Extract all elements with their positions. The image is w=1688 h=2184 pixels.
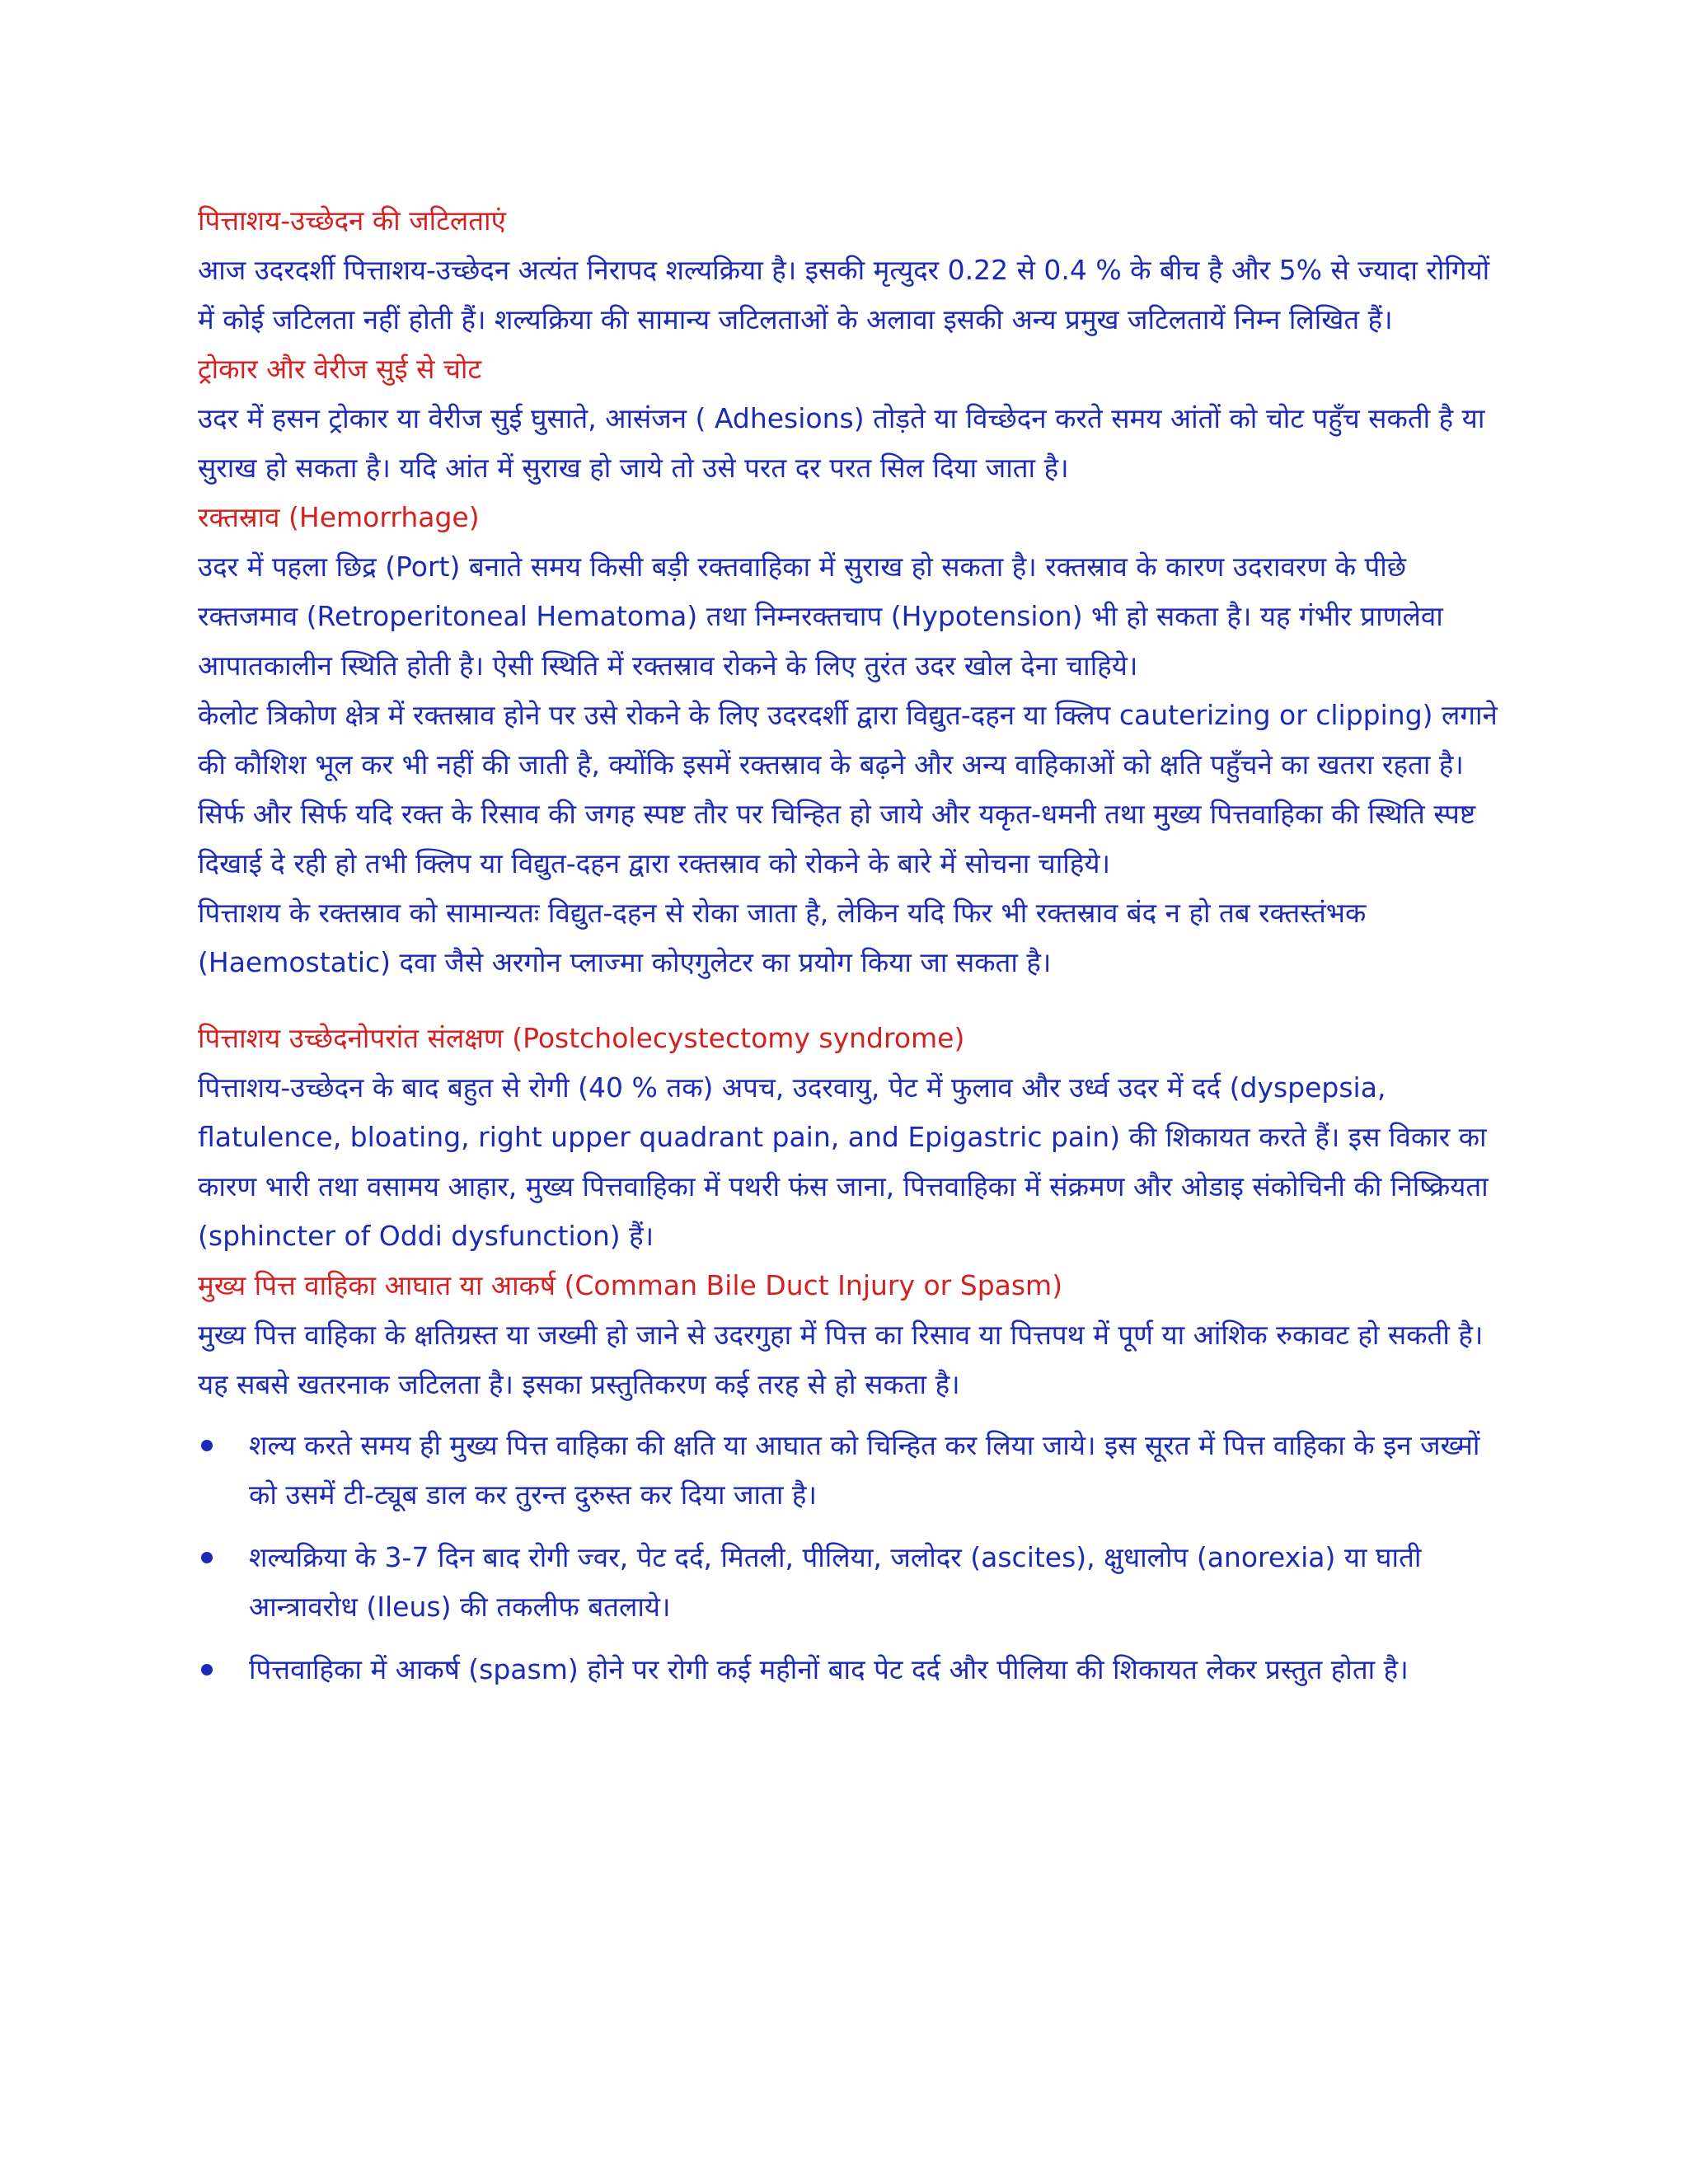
list-item-text: शल्यक्रिया के 3-7 दिन बाद रोगी ज्वर, पेट दर्द, मितली, पीलिया, जलोदर (ascites), क्षुधालोप (anorexia) या घाती आन्त्रावरोध (Ileus) की तकलीफ बतलाये। (249, 1541, 1422, 1623)
bullet-icon (201, 1664, 213, 1675)
list-item (198, 1421, 1500, 1520)
paragraph-hemorrhage-port: उदर में पहला छिद्र (Port) बनाते समय किसी बड़ी रक्तवाहिका में सुराख हो सकता है। रक्तस्राव के कारण उदरावरण के पीछे रक्तजमाव (Retroperitoneal Hematoma) तथा निम्नरक्तचाप (Hypotension) भी हो सकता है। यह गंभीर प्राणलेवा आपातकालीन स्थिति होती है। ऐसी स्थिति में रक्तस्राव रोकने के लिए तुरंत उदर खोल देना चाहिये। (198, 551, 1443, 682)
bullet-icon (201, 1552, 213, 1563)
list-item-text: शल्य करते समय ही मुख्य पित्त वाहिका की क्षति या आघात को चिन्हित कर लिया जाये। इस सूरत में पित्त वाहिका के इन जख्मों को उसमें टी-ट्यूब डाल कर तुरन्त दुरुस्त कर दिया जाता है। (249, 1429, 1480, 1511)
list-item (198, 1645, 1500, 1694)
bullet-icon (201, 1440, 213, 1451)
section-heading-bile-duct-injury: मुख्य पित्त वाहिका आघात या आकर्ष (Comman Bile Duct Injury or Spasm) (198, 1269, 1063, 1301)
paragraph-hemorrhage-gallbladder: पित्ताशय के रक्तस्राव को सामान्यतः विद्युत-दहन से रोका जाता है, लेकिन यदि फिर भी रक्तस्राव बंद न हो तब रक्तस्तंभक (Haemostatic) दवा जैसे अरगोन प्लाज्मा कोएगुलेटर का प्रयोग किया जा सकता है। (198, 897, 1367, 978)
section-heading-hemorrhage: रक्तस्राव (Hemorrhage) (198, 501, 480, 533)
section-heading-trocar-injury: ट्रोकार और वेरीज सुई से चोट (198, 353, 482, 385)
paragraph-postcholecystectomy: पित्ताशय-उच्छेदन के बाद बहुत से रोगी (40 % तक) अपच, उदरवायु, पेट में फुलाव और उर्ध्व उदर में दर्द (dyspepsia, flatulence, bloating, right upper quadrant pain, and Epigastric pain) की शिकायत करते हैं। इस विकार का कारण भारी तथा वसामय आहार, मुख्य पित्तवाहिका में पथरी फंस जाना, पित्तवाहिका में संक्रमण और ओडाइ संकोचिनी की निष्क्रियता (sphincter of Oddi dysfunction) हैं। (198, 1071, 1489, 1252)
list-item (198, 1533, 1500, 1632)
paragraph-trocar-injury: उदर में हसन ट्रोकार या वेरीज सुई घुसाते, आसंजन ( Adhesions) तोड़ते या विच्छेदन करते समय आंतों को चोट पहुँच सकती है या सुराख हो सकता है। यदि आंत में सुराख हो जाये तो उसे परत दर परत सिल दिया जाता है। (198, 402, 1485, 484)
section-heading-postcholecystectomy: पित्ताशय उच्छेदनोपरांत संलक्षण (Postcholecystectomy syndrome) (198, 1022, 965, 1054)
section-heading-complications: पित्ताशय-उच्छेदन की जटिलताएं (198, 204, 506, 237)
bile-duct-injury-list (198, 1421, 1500, 1694)
list-item-text: पित्तवाहिका में आकर्ष (spasm) होने पर रोगी कई महीनों बाद पेट दर्द और पीलिया की शिकायत लेकर प्रस्तुत होता है। (249, 1653, 1409, 1685)
document-page (198, 196, 1500, 1708)
paragraph-hemorrhage-calot: केलोट त्रिकोण क्षेत्र में रक्तस्राव होने पर उसे रोकने के लिए उदरदर्शी द्वारा विद्युत-दहन या क्लिप cauterizing or clipping) लगाने की कौशिश भूल कर भी नहीं की जाती है, क्योंकि इसमें रक्तस्राव के बढ़ने और अन्य वाहिकाओं को क्षति पहुँचने का खतरा रहता है। सिर्फ और सिर्फ यदि रक्त के रिसाव की जगह स्पष्ट तौर पर चिन्हित हो जाये और यकृत-धमनी तथा मुख्य पित्तवाहिका की स्थिति स्पष्ट दिखाई दे रही हो तभी क्लिप या विद्युत-दहन द्वारा रक्तस्राव को रोकने के बारे में सोचना चाहिये। (198, 699, 1498, 879)
paragraph-complications-intro: आज उदरदर्शी पित्ताशय-उच्छेदन अत्यंत निरापद शल्यक्रिया है। इसकी मृत्युदर 0.22 से 0.4 % के बीच है और 5% से ज्यादा रोगियों में कोई जटिलता नहीं होती हैं। शल्यक्रिया की सामान्य जटिलताओं के अलावा इसकी अन्य प्रमुख जटिलतायें निम्न लिखित हैं। (198, 254, 1490, 335)
paragraph-bile-duct-injury: मुख्य पित्त वाहिका के क्षतिग्रस्त या जख्मी हो जाने से उदरगुहा में पित्त का रिसाव या पित्तपथ में पूर्ण या आंशिक रुकावट हो सकती है। यह सबसे खतरनाक जटिलता है। इसका प्रस्तुतिकरण कई तरह से हो सकता है। (198, 1319, 1484, 1400)
